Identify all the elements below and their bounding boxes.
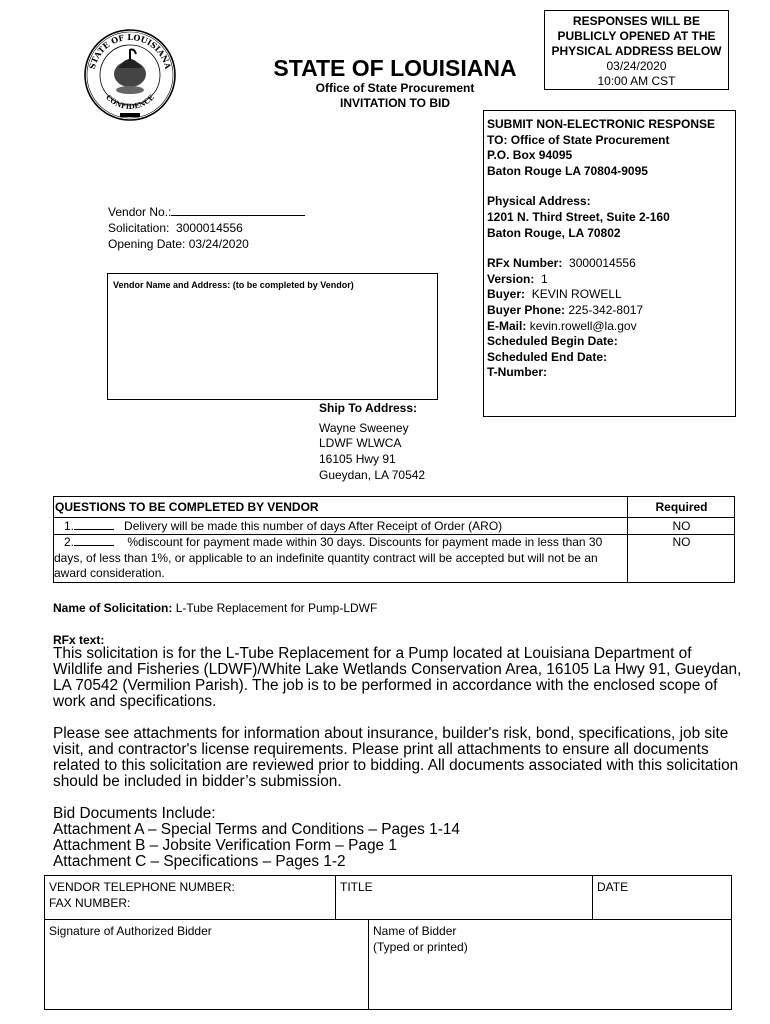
office-name: Office of State Procurement [315, 81, 475, 95]
title-cell[interactable]: TITLE [340, 880, 373, 894]
question-2-blank[interactable] [74, 535, 114, 546]
opening-date-row [108, 236, 305, 252]
physical-address-line-1: 1201 N. Third Street, Suite 2-160 [487, 209, 670, 224]
bidder-name-label: Name of Bidder [373, 924, 457, 938]
vendor-name-address-box[interactable] [107, 273, 438, 400]
bid-documents-list [53, 806, 743, 870]
submit-line-3: P.O. Box 94095 [487, 148, 573, 163]
buyer-label: Buyer: [487, 287, 526, 302]
version-row [487, 272, 735, 288]
ship-to-line-4: Gueydan, LA 70542 [319, 467, 426, 482]
responses-line-3: PHYSICAL ADDRESS BELOW [551, 44, 722, 58]
solicitation-row [108, 220, 305, 236]
email-row [487, 319, 735, 335]
ship-to-line-2: LDWF WLWCA [319, 436, 402, 451]
scheduled-begin-label: Scheduled Begin Date: [487, 334, 618, 349]
question-text-cont: days, of less than 1%, or applicable to an indefinite quantity contract will be accepted but will not be an [54, 550, 598, 565]
rfx-paragraph-1: This solicitation is for the L-Tube Replacement for a Pump located at Louisiana Department of Wildlife and Fisheries (LDWF)/White Lake Wetlands Conservation Area, 16105 La Hwy 91, Gueydan, LA 70542 (Vermilion Parish). The job is to be performed in accordance with the enclosed scope of work and specifications. [53, 645, 742, 710]
buyer-phone-row [487, 303, 735, 319]
questions-header: QUESTIONS TO BE COMPLETED BY VENDOR [55, 500, 319, 514]
svg-text:CONFIDENCE: CONFIDENCE [104, 92, 156, 111]
bidder-name-cell[interactable] [373, 924, 468, 955]
document-type: INVITATION TO BID [340, 96, 450, 110]
ship-to-address [319, 401, 425, 484]
responses-line-1: RESPONSES WILL BE [572, 14, 701, 28]
question-number: 1. [64, 519, 75, 533]
table-row [54, 517, 734, 535]
physical-address-line-2: Baton Rouge, LA 70802 [487, 225, 621, 240]
vendor-no-field[interactable] [171, 204, 305, 216]
signature-table [44, 875, 732, 1010]
scheduled-end-label: Scheduled End Date: [487, 349, 608, 364]
rfx-text-body [53, 646, 743, 870]
questions-header-row [54, 497, 734, 518]
responses-line-2: PUBLICLY OPENED AT THE [557, 29, 716, 43]
ship-to-line-1: Wayne Sweeney [319, 420, 409, 435]
rfx-number-label: RFx Number: [487, 256, 563, 271]
vendor-no-row [108, 204, 305, 220]
ship-to-label: Ship To Address: [319, 401, 418, 415]
submit-line-1: SUBMIT NON-ELECTRONIC RESPONSE [487, 117, 716, 131]
list-item: Attachment A – Special Terms and Conditions – Pages 1-14 [53, 821, 460, 838]
question-text: Delivery will be made this number of days After Receipt of Order (ARO) [124, 519, 503, 533]
fax-label: FAX NUMBER: [49, 895, 131, 910]
buyer-value: KEVIN ROWELL [531, 287, 622, 302]
signature-cell[interactable]: Signature of Authorized Bidder [49, 924, 212, 938]
question-number: 2. [64, 535, 75, 549]
opening-date: 03/24/2020 [606, 59, 667, 73]
responses-notice-box [544, 10, 729, 90]
buyer-phone-label: Buyer Phone: [487, 302, 566, 317]
solicitation-value: 3000014556 [176, 221, 243, 235]
question-text: %discount for payment made within 30 days. Discounts for payment made in less than 30 [127, 535, 603, 549]
vendor-info [108, 204, 305, 252]
ship-to-line-3: 16105 Hwy 91 [319, 452, 396, 467]
submit-line-4: Baton Rouge LA 70804-9095 [487, 163, 648, 178]
svg-text:STATE OF LOUISIANA: STATE OF LOUISIANA [86, 31, 174, 71]
list-item: Attachment B – Jobsite Verification Form – Page 1 [53, 837, 397, 854]
email-label: E-Mail: [487, 318, 527, 333]
buyer-row [487, 287, 735, 303]
vendor-questions-table [53, 496, 735, 583]
version-label: Version: [487, 271, 535, 286]
date-cell[interactable]: DATE [597, 880, 629, 894]
question-text-cont: award consideration. [54, 566, 165, 580]
vendor-no-label: Vendor No.: [108, 205, 172, 219]
rfx-number-row [487, 256, 735, 272]
version-value: 1 [541, 271, 548, 286]
required-header: Required [655, 500, 708, 514]
rfx-paragraph-2: Please see attachments for information about insurance, builder's risk, bond, specifications, job site visit, and contractor's license requirements. Please print all attachments to ensure all documents related to this solicitation are reviewed prior to bidding. All documents associated with this solicitation should be included in bidder’s submission. [53, 725, 739, 790]
opening-date-label: Opening Date: [108, 237, 186, 251]
bidder-name-sublabel: (Typed or printed) [373, 939, 468, 954]
bid-documents-heading: Bid Documents Include: [53, 805, 216, 822]
required-value: NO [672, 519, 691, 533]
question-1-blank[interactable] [74, 519, 114, 530]
solicitation-name-label: Name of Solicitation: [53, 601, 173, 615]
page-title: STATE OF LOUISIANA [273, 55, 517, 81]
submission-info-box [483, 110, 736, 417]
solicitation-label: Solicitation: [108, 221, 170, 235]
opening-date-value: 03/24/2020 [188, 237, 249, 251]
physical-address-label: Physical Address: [487, 194, 591, 209]
buyer-phone-value: 225-342-8017 [568, 302, 644, 317]
list-item: Attachment C – Specifications – Pages 1-2 [53, 853, 346, 870]
phone-fax-cell[interactable] [49, 880, 235, 911]
email-value: kevin.rowell@la.gov [529, 318, 637, 333]
submit-line-2: TO: Office of State Procurement [487, 132, 670, 147]
state-seal-logo [80, 28, 180, 123]
solicitation-name-value: L-Tube Replacement for Pump-LDWF [175, 601, 378, 615]
vendor-phone-label: VENDOR TELEPHONE NUMBER: [49, 880, 235, 894]
rfx-number-value: 3000014556 [569, 256, 636, 271]
required-value: NO [672, 535, 691, 549]
vendor-name-address-label: Vendor Name and Address: (to be completed by Vendor) [113, 280, 354, 290]
rfx-text-label: RFx text: [53, 633, 105, 647]
t-number-label: T-Number: [487, 365, 547, 380]
solicitation-name [53, 601, 377, 615]
opening-time: 10:00 AM CST [597, 74, 676, 88]
